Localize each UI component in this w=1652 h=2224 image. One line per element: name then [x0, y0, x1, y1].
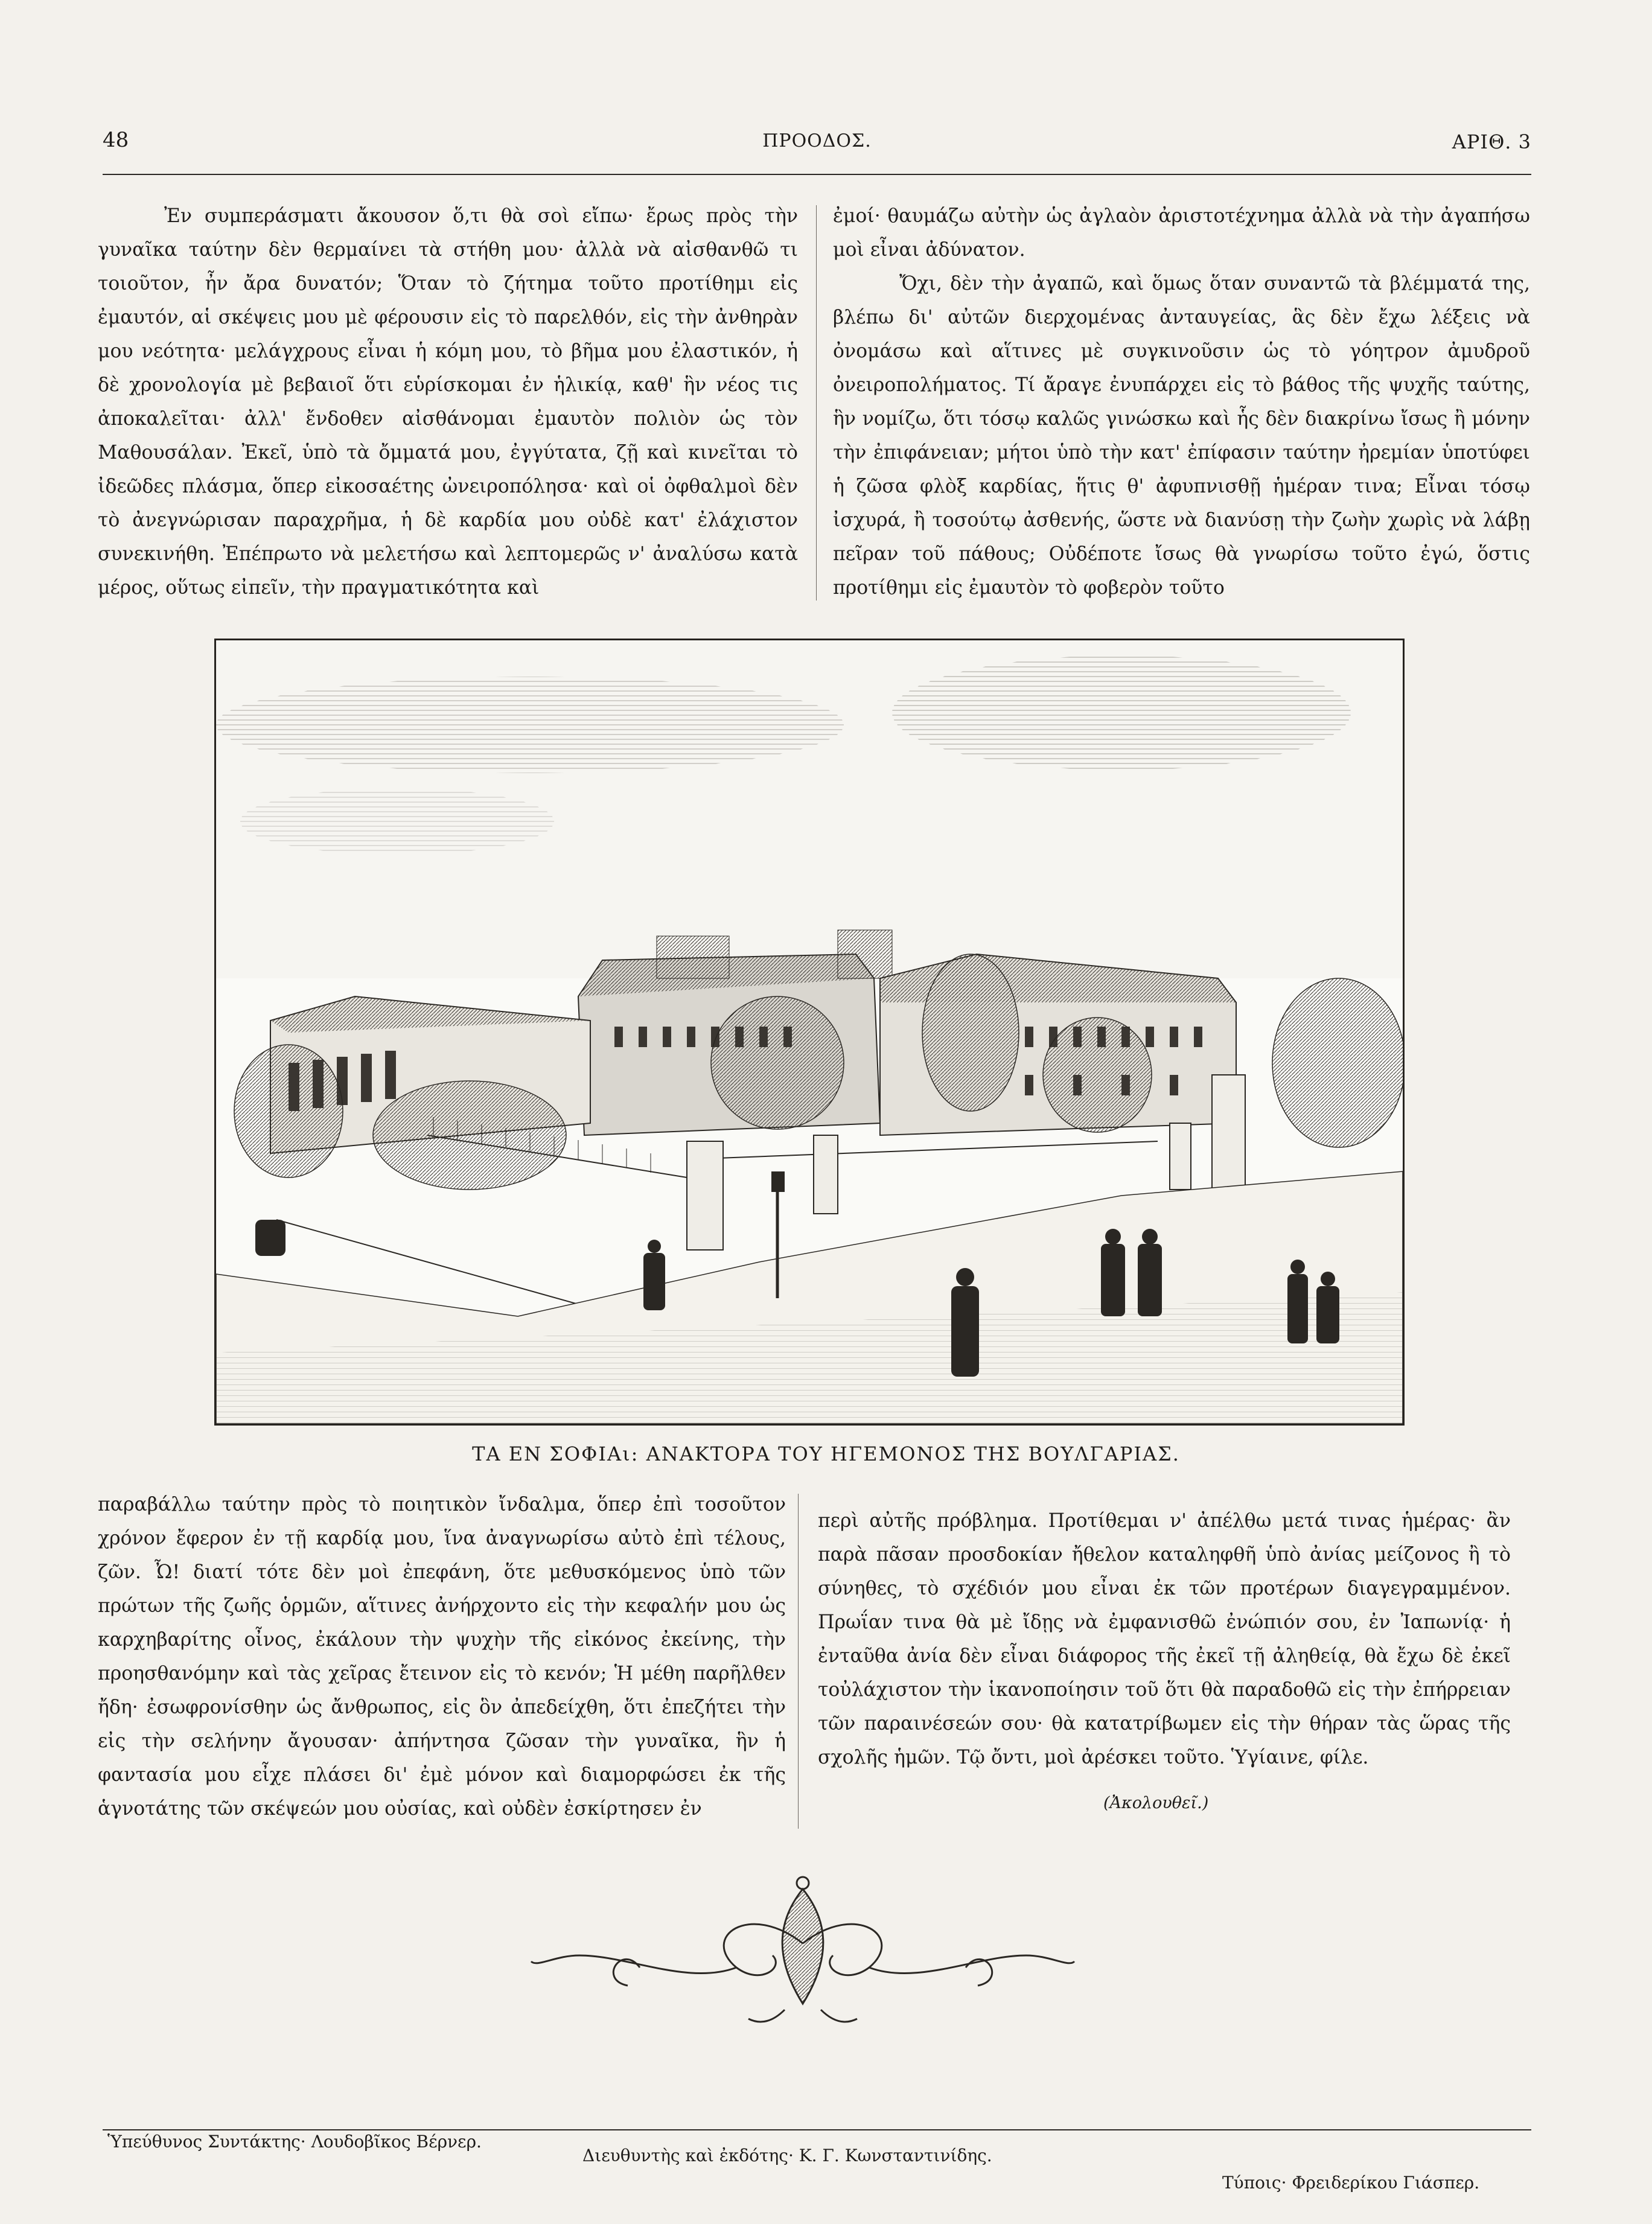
top-right-column — [833, 199, 1530, 605]
footer-printer: Τύποις· Φρειδερίκου Γιάσπερ. — [1222, 2173, 1480, 2193]
paragraph: ἐμοί· θαυμάζω αὐτὴν ὡς ἀγλαὸν ἀριστοτέχνημα ἀλλὰ νὰ τὴν ἀγαπήσω μοὶ εἶναι ἀδύνατον. — [833, 205, 1530, 261]
bottom-right-column — [818, 1504, 1511, 1774]
journal-title: ΠΡΟΟΔΟΣ. — [762, 130, 872, 151]
bottom-left-column — [98, 1488, 786, 1826]
illustration-caption: ΤΑ ΕΝ ΣΟΦΙΑι: ΑΝΑΚΤΟΡΑ ΤΟΥ ΗΓΕΜΟΝΟΣ ΤΗΣ ΒΟΥΛΓΑΡΙΑΣ. — [472, 1442, 1180, 1465]
paragraph: περὶ αὐτῆς πρόβλημα. Προτίθεμαι ν' ἀπέλθω μετά τινας ἡμέρας· ἂν παρὰ πᾶσαν προσδοκίαν ἤθελον καταληφθῆ ὑπὸ ἀνίας μείζονος ἢ τὸ σύνηθες, τὸ σχέδιόν μου εἶναι ἐκ τῶν προτέρων διαγεγραμμένον. Πρωΐαν τινα θὰ μὲ ἴδῃς νὰ ἐμφανισθῶ ἐνώπιόν σου, ἐν Ἰαπωνίᾳ· ἡ ἐνταῦθα ἀνία δὲν εἶναι διάφορος τῆς ἐκεῖ τῇ ἀληθείᾳ, θὰ ἔχω δὲ ἐκεῖ τοὐλάχιστον τὴν ἱκανοποίησιν τοῦ ὅτι θὰ παραδοθῶ εἰς τὴν ἐπήρρειαν τῶν παραινέσεών σου· θὰ κατατρίβωμεν εἰς τὴν θήραν τὰς ὥρας τῆς σχολῆς ἡμῶν. Τῷ ὄντι, μοὶ ἀρέσκει τοῦτο. Ὑγίαινε, φίλε. — [818, 1510, 1511, 1768]
page-number: 48 — [103, 128, 129, 152]
paragraph: Ὄχι, δὲν τὴν ἀγαπῶ, καὶ ὅμως ὅταν συναντῶ τὰ βλέμματά της, βλέπω δι' αὐτῶν διερχομένας ἀνταυγείας, ἃς δὲν ἔχω λέξεις νὰ ὀνομάσω καὶ αἵτινες μὲ συγκινοῦσιν ὡς τὸ γόητρον ἀμυδροῦ ὀνειροπολήματος. Τί ἄραγε ἐνυπάρχει εἰς τὸ βάθος τῆς ψυχῆς ταύτης, ἣν νομίζω, ὅτι τόσῳ καλῶς γινώσκω καὶ ἧς δὲν διακρίνω ἴσως ἢ μόνην τὴν ἐπιφάνειαν; μήτοι ὑπὸ τὴν κατ' ἐπίφασιν ταύτην ἠρεμίαν ὑποτύφει ἡ ζῶσα φλὸξ καρδίας, ἥτις θ' ἀφυπνισθῇ ἡμέραν τινα; Εἶναι τόσῳ ἰσχυρά, ἢ τοσούτῳ ἀσθενής, ὥστε νὰ διανύσῃ τὴν ζωὴν χωρὶς νὰ λάβῃ πεῖραν τοῦ πάθους; Οὐδέποτε ἴσως θὰ γνωρίσω τοῦτο ἐγώ, ὅστις προτίθημι εἰς ἐμαυτὸν τὸ φοβερὸν τοῦτο — [833, 273, 1530, 599]
paragraph: παραβάλλω ταύτην πρὸς τὸ ποιητικὸν ἴνδαλμα, ὅπερ ἐπὶ τοσοῦτον χρόνον ἔφερον ἐν τῇ καρδίᾳ μου, ἵνα ἀναγνωρίσω αὐτὸ ἐπὶ τέλους, ζῶν. Ὦ! διατί τότε δὲν μοὶ ἐπεφάνη, ὅτε μεθυσκόμενος ὑπὸ τῶν πρώτων τῆς ζωῆς ὁρμῶν, αἵτινες ἀνήρχοντο εἰς τὴν κεφαλήν μου ὡς καρχηβαρίτης οἶνος, ἐκάλουν τὴν ψυχὴν τῆς εἰκόνος ἐκείνης, τὴν προησθανόμην καὶ τὰς χεῖρας ἔτεινον εἰς τὸ κενόν; Ἡ μέθη παρῆλθεν ἤδη· ἐσωφρονίσθην ὡς ἄνθρωπος, εἰς ὃν ἀπεδείχθη, ὅτι ἐπεζήτει τὴν εἰς τὴν σελήνην ἄγουσαν· ἀπήντησα ζῶσαν τὴν γυναῖκα, ἣν ἡ φαντασία μου εἶχε πλάσει δι' ἐμὲ μόνον καὶ διαμορφώσει ἐκ τῆς ἁγνοτάτης τῶν σκέψεών μου οὐσίας, καὶ οὐδὲν ἐσκίρτησεν ἐν — [98, 1494, 786, 1820]
paragraph: Ἐν συμπεράσματι ἄκουσον ὅ,τι θὰ σοὶ εἴπω· ἔρως πρὸς τὴν γυναῖκα ταύτην δὲν θερμαίνει τὰ στήθη μου· ἀλλὰ νὰ αἰσθανθῶ τι τοιοῦτον, ἦν ἄρα δυνατόν; Ὅταν τὸ ζήτημα τοῦτο προτίθημι εἰς ἐμαυτόν, αἱ σκέψεις μου μὲ φέρουσιν εἰς τὸ παρελθόν, εἰς τὴν ἀνθηρὰν μου νεότητα· μελάγχρους εἶναι ἡ κόμη μου, τὸ βῆμα μου ἐλαστικόν, ἡ δὲ χρονολογία μὲ βεβαιοῖ ὅτι εὑρίσκομαι ἐν ἡλικίᾳ, καθ' ἣν νέος τις ἀποκαλεῖται· ἀλλ' ἔνδοθεν αἰσθάνομαι ἐμαυτὸν πολιὸν ὡς τὸν Μαθουσάλαν. Ἐκεῖ, ὑπὸ τὰ ὄμματά μου, ἐγγύτατα, ζῇ καὶ κινεῖται τὸ ἰδεῶδες πλάσμα, ὅπερ εἰκοσαέτης ὠνειροπόλησα· καὶ οἱ ὀφθαλμοὶ δὲν τὸ ἀνεγνώρισαν παραχρῆμα, ἡ δὲ καρδία μου οὐδὲ κατ' ἐλάχιστον συνεκινήθη. Ἐπέπρωτο νὰ μελετήσω καὶ λεπτομερῶς ν' ἀναλύσω κατὰ μέρος, οὕτως εἰπεῖν, τὴν πραγματικότητα καὶ — [98, 205, 798, 599]
footer-rule — [103, 2129, 1531, 2130]
page-header — [103, 128, 1531, 164]
column-rule — [798, 1494, 799, 1829]
column-rule — [816, 205, 817, 601]
header-rule — [103, 174, 1531, 175]
continued-note: (Ἀκολουθεῖ.) — [1103, 1794, 1209, 1812]
issue-number: ΑΡΙΘ. 3 — [1452, 130, 1531, 153]
palace-illustration — [216, 640, 1403, 1424]
top-left-column — [98, 199, 798, 605]
footer-editor: Ὑπεύθυνος Συντάκτης· Λουδοβῖκος Βέρνερ. — [107, 2132, 482, 2152]
footer-publisher: Διευθυντὴς καὶ ἐκδότης· Κ. Γ. Κωνσταντινίδης. — [582, 2146, 992, 2165]
floral-ornament — [519, 1865, 1086, 2028]
engraving-sofia-palace — [214, 639, 1405, 1426]
